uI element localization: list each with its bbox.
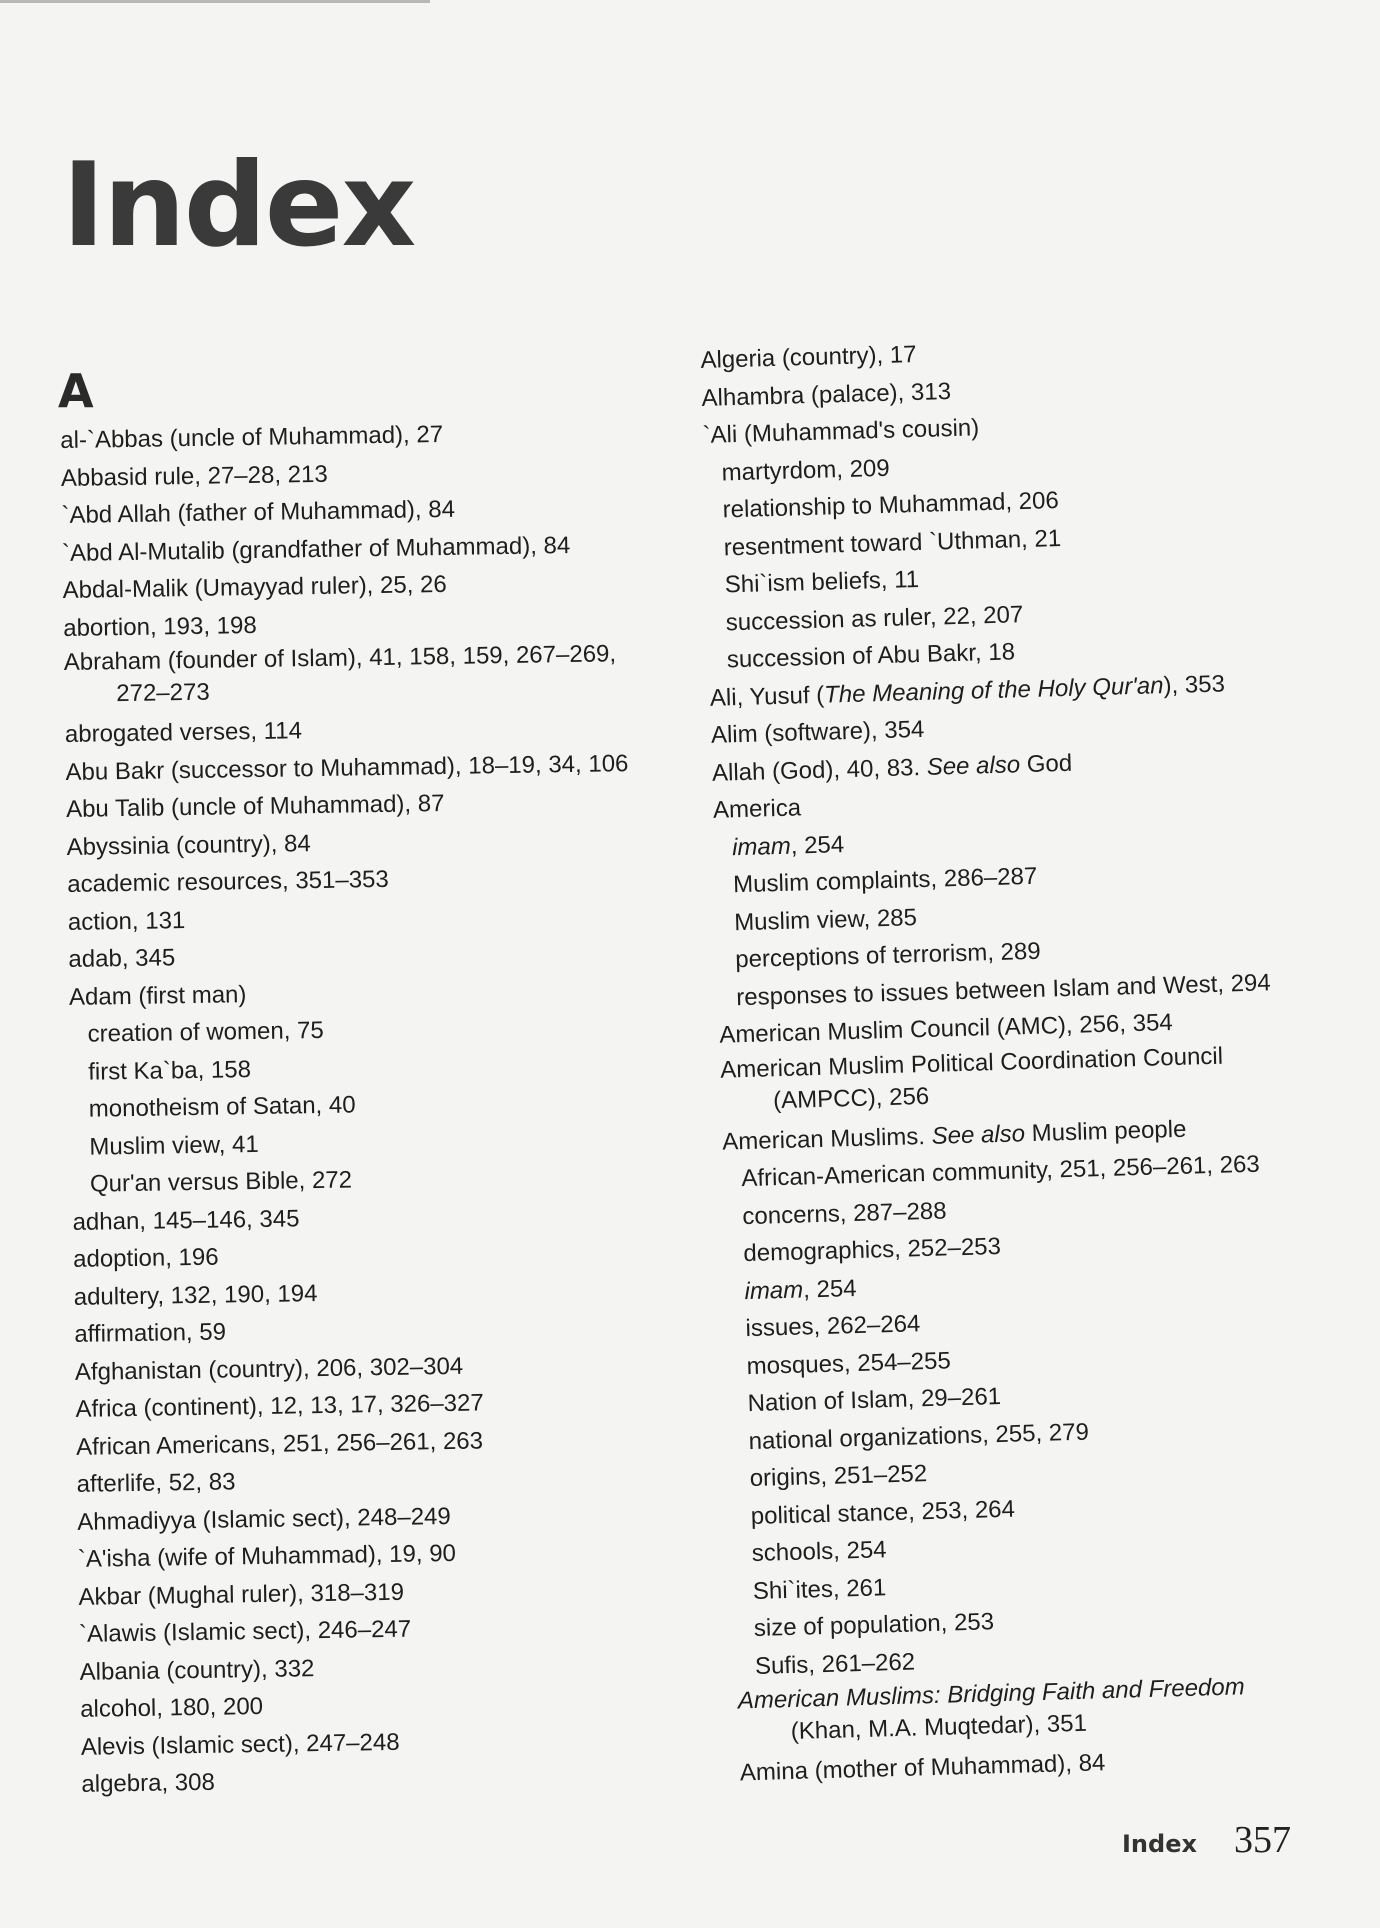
index-subentry: schools, 254 <box>751 1536 887 1568</box>
index-entry: `Abd Allah (father of Muhammad), 84 <box>61 495 456 529</box>
index-entry: Adam (first man) <box>68 980 247 1011</box>
index-entry: algebra, 308 <box>81 1768 216 1798</box>
index-entry-text: American Muslim Political Coordination Council <box>719 1042 1224 1084</box>
index-subentry: responses to issues between Islam and West, 294 <box>735 968 1271 1011</box>
index-entry: African Americans, 251, 256–261, 263 <box>75 1426 484 1461</box>
index-subentry: size of population, 253 <box>753 1608 995 1642</box>
running-footer-label: Index <box>1122 1830 1197 1858</box>
index-entry: affirmation, 59 <box>74 1318 227 1348</box>
index-subentry: monotheism of Satan, 40 <box>88 1091 356 1123</box>
index-entry-pages: , 254 <box>802 1274 857 1303</box>
index-entry: `Alawis (Islamic sect), 246–247 <box>78 1615 412 1648</box>
index-entry: Algeria (country), 17 <box>700 340 917 374</box>
index-entry: Africa (continent), 12, 13, 17, 326–327 <box>75 1389 484 1423</box>
index-entry: Afghanistan (country), 206, 302–304 <box>74 1352 464 1386</box>
index-subentry: Muslim complaints, 286–287 <box>732 862 1038 899</box>
index-subentry: succession of Abu Bakr, 18 <box>726 638 1016 674</box>
index-entry: alcohol, 180, 200 <box>80 1692 264 1723</box>
index-subentry: perceptions of terrorism, 289 <box>734 937 1042 974</box>
index-subentry: Nation of Islam, 29–261 <box>747 1383 1002 1418</box>
index-entry-continuation: 272–273 <box>116 678 210 708</box>
index-entry: adab, 345 <box>68 944 176 973</box>
index-entry-pages: ), 353 <box>1163 669 1226 699</box>
index-entry: `Abd Al-Mutalib (grandfather of Muhammad), 84 <box>61 531 571 567</box>
index-entry: Abu Bakr (successor to Muhammad), 18–19, 34, 106 <box>65 749 629 786</box>
index-entry: academic resources, 351–353 <box>67 865 389 898</box>
index-subentry: political stance, 253, 264 <box>750 1495 1016 1530</box>
index-subentry: concerns, 287–288 <box>742 1196 947 1230</box>
index-entry: `A'isha (wife of Muhammad), 19, 90 <box>77 1539 457 1573</box>
section-letter-heading: A <box>58 364 94 418</box>
see-also-label: See also <box>926 750 1021 781</box>
index-entry-text: Allah (God), 40, 83. <box>711 753 928 787</box>
index-entry: Ahmadiyya (Islamic sect), 248–249 <box>77 1502 451 1536</box>
index-subentry: mosques, 254–255 <box>746 1346 952 1380</box>
index-entry: al-`Abbas (uncle of Muhammad), 27 <box>60 420 444 454</box>
index-subentry: national organizations, 255, 279 <box>748 1418 1090 1455</box>
index-entry: Amina (mother of Muhammad), 84 <box>739 1749 1106 1787</box>
index-entry: adhan, 145–146, 345 <box>72 1204 300 1236</box>
index-subentry: creation of women, 75 <box>87 1016 324 1048</box>
index-entry: Abyssinia (country), 84 <box>66 829 311 861</box>
index-entry-text: Abraham (founder of Islam), 41, 158, 159, 267–269, <box>63 640 617 676</box>
see-also-label: See also <box>931 1119 1026 1150</box>
index-subentry: demographics, 252–253 <box>743 1232 1002 1268</box>
index-entry: Alim (software), 354 <box>710 715 925 749</box>
index-entry: abrogated verses, 114 <box>64 717 303 748</box>
index-entry: America <box>712 794 802 824</box>
index-subentry: relationship to Muhammad, 206 <box>722 487 1060 524</box>
index-entry: Akbar (Mughal ruler), 318–319 <box>78 1578 405 1611</box>
index-entry: `Ali (Muhammad's cousin) <box>702 414 980 449</box>
index-entry-continuation: (AMPCC), 256 <box>772 1082 930 1114</box>
page-title: Index <box>62 138 415 273</box>
index-subentry: resentment toward `Uthman, 21 <box>723 524 1062 561</box>
index-entry: Abbasid rule, 27–28, 213 <box>60 460 328 492</box>
book-title: The Meaning of the Holy Qur'an <box>823 671 1164 709</box>
index-entry: adultery, 132, 190, 194 <box>73 1279 318 1311</box>
index-subentry: succession as ruler, 22, 207 <box>725 600 1024 636</box>
see-also-target: Muslim people <box>1024 1115 1187 1147</box>
index-entry: Alevis (Islamic sect), 247–248 <box>80 1728 400 1761</box>
index-subentry: issues, 262–264 <box>745 1310 921 1343</box>
index-subentry: Muslim view, 285 <box>733 903 918 936</box>
index-entry: action, 131 <box>67 906 186 936</box>
index-entry: Albania (country), 332 <box>79 1654 315 1686</box>
index-entry-text: Ali, Yusuf ( <box>709 681 825 712</box>
index-subentry: Shi`ites, 261 <box>752 1573 887 1605</box>
index-entry: adoption, 196 <box>72 1243 219 1273</box>
index-entry: abortion, 193, 198 <box>63 611 257 642</box>
index-entry: Abu Talib (uncle of Muhammad), 87 <box>65 790 445 823</box>
index-subentry: martyrdom, 209 <box>721 454 891 486</box>
index-subentry: African-American community, 251, 256–261, 263 <box>741 1150 1261 1193</box>
index-term-italic: imam <box>731 832 792 861</box>
index-entry: Alhambra (palace), 313 <box>701 377 952 412</box>
index-column-right <box>700 325 1340 1792</box>
book-title: American Muslims: Bridging Faith and Freedom <box>737 1673 1245 1715</box>
index-subentry: Sufis, 261–262 <box>754 1648 916 1680</box>
index-entry: afterlife, 52, 83 <box>76 1468 236 1498</box>
page-number: 357 <box>1234 1819 1291 1861</box>
see-also-target: God <box>1019 749 1073 778</box>
index-subentry: Muslim view, 41 <box>89 1130 259 1161</box>
index-entry-pages: , 254 <box>790 830 845 860</box>
index-subentry: Shi`ism beliefs, 11 <box>724 565 920 599</box>
index-entry: American Muslim Council (AMC), 256, 354 <box>718 1009 1174 1049</box>
index-entry: Abdal-Malik (Umayyad ruler), 25, 26 <box>62 570 447 604</box>
index-entry-text: American Muslims. <box>721 1122 933 1156</box>
top-rule <box>0 0 430 3</box>
index-term-italic: imam <box>744 1275 804 1305</box>
index-subentry: Qur'an versus Bible, 272 <box>89 1166 353 1198</box>
index-entry <box>64 637 675 716</box>
index-column-left <box>60 412 692 1803</box>
index-subentry: first Ka`ba, 158 <box>87 1055 252 1086</box>
index-entry-continuation: (Khan, M.A. Muqtedar), 351 <box>790 1709 1088 1746</box>
index-subentry: origins, 251–252 <box>749 1460 928 1493</box>
